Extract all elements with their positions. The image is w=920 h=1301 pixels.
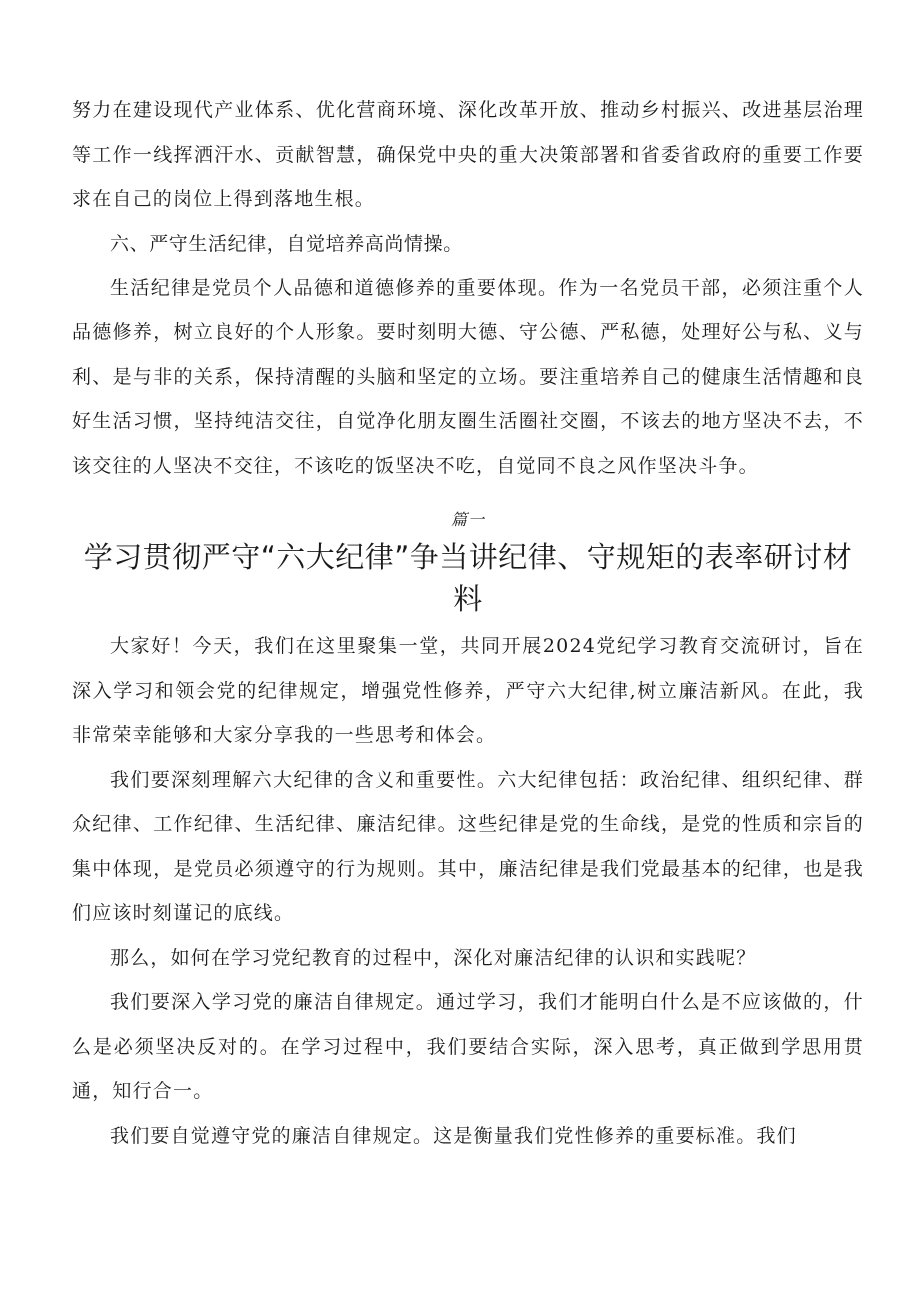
section-label: 篇一 xyxy=(450,510,485,529)
document-title: 学习贯彻严守“六大纪律”争当讲纪律、守规矩的表率研讨材料 xyxy=(83,540,853,616)
continuation-paragraph: 努力在建设现代产业体系、优化营商环境、深化改革开放、推动乡村振兴、改进基层治理等工作一线挥洒汗水、贡献智慧，确保党中央的重大决策部署和省委省政府的重要工作要求在自己的岗位上得到落地生根。 xyxy=(72,99,864,210)
body-paragraph: 生活纪律是党员个人品德和道德修养的重要体现。作为一名党员干部，必须注重个人品德修养，树立良好的个人形象。要时刻明大德、守公德、严私德，处理好公与私、义与利、是与非的关系，保持清醒的头脑和坚定的立场。要注重培养自己的健康生活情趣和良好生活习惯，坚持纯洁交往，自觉净化朋友圈生活圈社交圈，不该去的地方坚决不去，不该交往的人坚决不交往，不该吃的饭坚决不吃，自觉同不良之风作坚决斗争。 xyxy=(72,276,864,477)
body-paragraph: 我们要深刻理解六大纪律的含义和重要性。六大纪律包括：政治纪律、组织纪律、群众纪律、工作纪律、生活纪律、廉洁纪律。这些纪律是党的生命线，是党的性质和宗旨的集中体现，是党员必须遵守的行为规则。其中，廉洁纪律是我们党最基本的纪律，也是我们应该时刻谨记的底线。 xyxy=(72,768,864,924)
document-page xyxy=(72,88,864,1158)
body-paragraph: 我们要自觉遵守党的廉洁自律规定。这是衡量我们党性修养的重要标准。我们 xyxy=(110,1124,797,1147)
body-paragraph: 那么，如何在学习党纪教育的过程中，深化对廉洁纪律的认识和实践呢？ xyxy=(110,946,757,969)
section-heading: 六、严守生活纪律，自觉培养高尚情操。 xyxy=(110,232,463,255)
body-paragraph: 大家好！今天，我们在这里聚集一堂，共同开展2024党纪学习教育交流研讨，旨在深入学习和领会党的纪律规定，增强党性修养，严守六大纪律,树立廉洁新风。在此，我非常荣幸能够和大家分享我的一些思考和体会。 xyxy=(72,635,864,746)
body-paragraph: 我们要深入学习党的廉洁自律规定。通过学习，我们才能明白什么是不应该做的，什么是必须坚决反对的。在学习过程中，我们要结合实际，深入思考，真正做到学思用贯通，知行合一。 xyxy=(72,991,864,1102)
